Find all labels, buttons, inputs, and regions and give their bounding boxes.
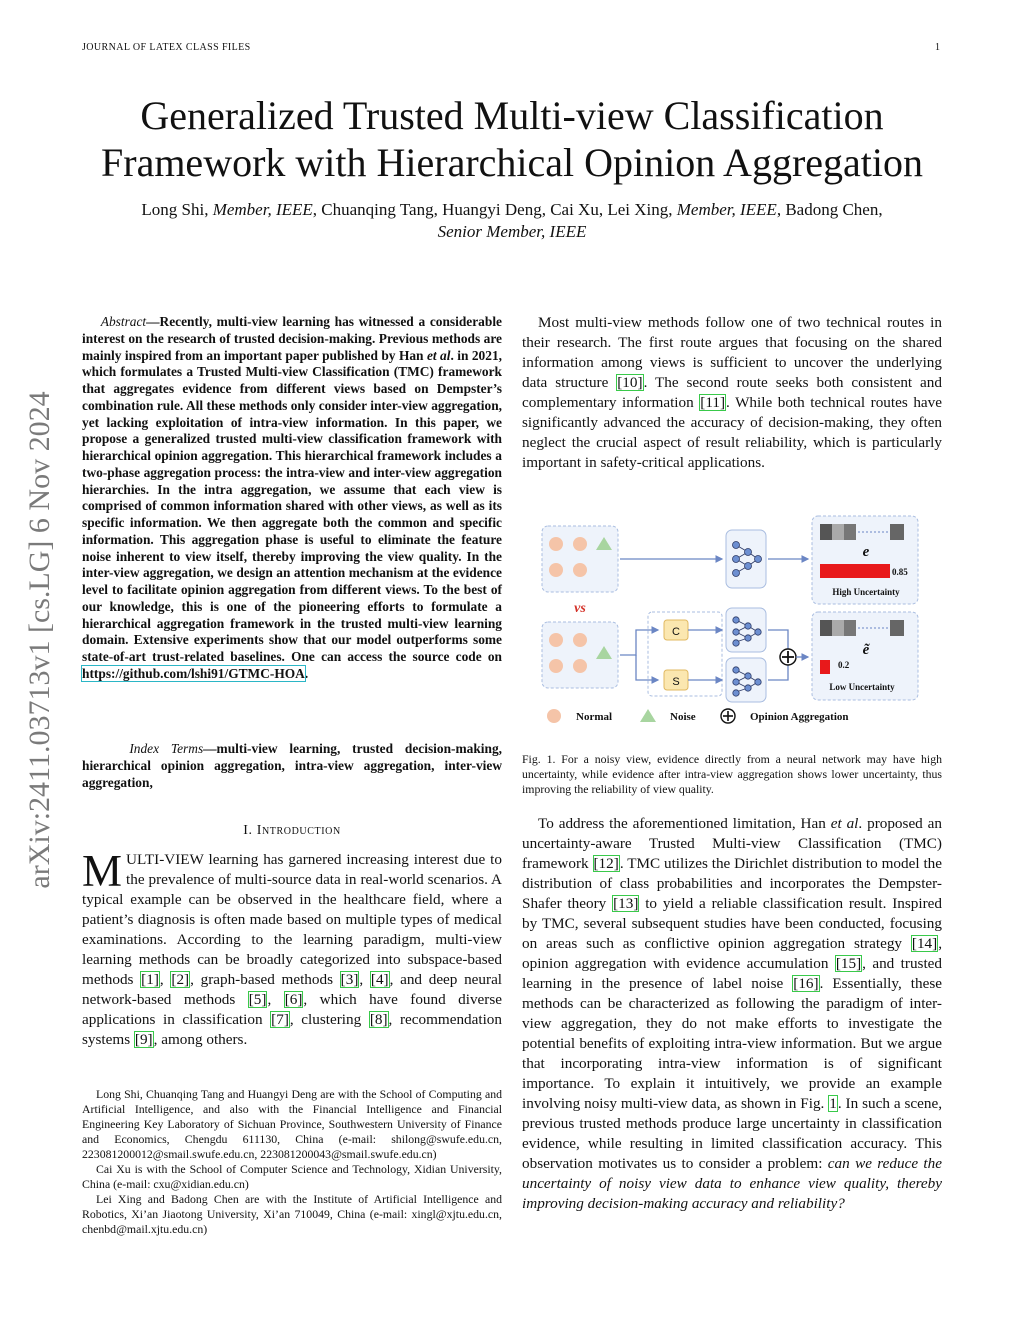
intro-text: ,	[267, 991, 284, 1008]
citation-9[interactable]: [9]	[134, 1031, 153, 1048]
abstract-lead: Abstract	[100, 314, 147, 329]
body-text: . TMC utilizes the Dirichlet distribution to model the distribution of class probabilities and incorporates the Dempster-Shafer theory	[522, 855, 942, 912]
normal-dot	[549, 537, 563, 551]
arxiv-stamp-text: arXiv:2411.03713v1 [cs.LG] 6 Nov 2024	[23, 391, 56, 889]
abstract	[82, 314, 502, 683]
footnote-affiliation-2: Cai Xu is with the School of Computer Science and Technology, Xidian University, China (e-mail: cxu@xidian.edu.cn)	[82, 1162, 502, 1191]
footnote-affiliation-1: Long Shi, Chuanqing Tang and Huangyi Deng are with the School of Computing and Artificial Intelligence, and also with the Financial Intelligence and Financial Engineering Key Laboratory of Sichuan Province, Southwestern University of Finance and Economics, Chengdu 611130, China (e-mail: shilong@swufe.edu.cn, 223081200012@smail.swufe.edu.cn, 223081200043@smail.swufe.edu.cn)	[82, 1087, 502, 1161]
low-uncertainty-bar	[820, 660, 830, 674]
citation-16[interactable]: [16]	[793, 975, 819, 992]
title-line-2: Framework with Hierarchical Opinion Aggregation	[101, 140, 923, 185]
figure-1-diagram	[536, 512, 928, 730]
intro-text: , which have found diverse applications in classification	[82, 991, 503, 1028]
body-text: . proposed an uncertainty-aware Trusted Multi-view Classification (TMC) framework	[522, 815, 943, 872]
page-number: 1	[935, 42, 940, 53]
intro-text: , and deep neural network-based methods	[82, 971, 503, 1008]
high-uncertainty-bar	[820, 564, 890, 578]
common-label: C	[672, 626, 680, 638]
arxiv-stamp	[20, 350, 60, 930]
research-question: can we reduce the uncertainty of noisy view data to enhance view quality, thereby improving decision-making accuracy and reliability?	[522, 1155, 942, 1212]
body-text: . The second route seeks both consistent and complementary information	[522, 374, 942, 411]
intro-text: ,	[359, 971, 370, 988]
citation-13[interactable]: [13]	[613, 895, 639, 912]
intro-paragraph	[82, 846, 503, 1050]
legend-noise-label: Noise	[670, 711, 696, 723]
figure-1-ref[interactable]: 1	[829, 1095, 837, 1112]
paper-title	[60, 92, 964, 186]
author-names-1: Long Shi,	[141, 200, 213, 219]
intro-text: , clustering	[289, 1011, 369, 1028]
legend-normal-icon	[547, 709, 561, 723]
citation-10[interactable]: [10]	[617, 374, 643, 391]
vs-label: vs	[574, 601, 586, 616]
section-heading	[82, 823, 502, 839]
abstract-etal: et al	[426, 347, 451, 363]
noisy-view-box-top	[542, 526, 618, 592]
section-title: Introduction	[256, 823, 341, 838]
abstract-end: .	[304, 665, 309, 681]
body-text: To address the aforementioned limitation, Han	[538, 815, 831, 832]
index-terms-lead: Index Terms	[129, 741, 204, 756]
author-names-3: , Badong Chen,	[776, 200, 883, 219]
intro-text: , recommendation systems	[82, 1011, 502, 1048]
body-text: Most multi-view methods follow one of two technical routes in their research. The first route argues that focusing on the shared information among views is sufficient to uncover the underlying data structure	[522, 314, 942, 391]
index-terms-text: —multi-view learning, trusted decision-making, hierarchical opinion aggregation, intra-view aggregation, inter-view aggregation,	[82, 741, 502, 790]
citation-4[interactable]: [4]	[370, 971, 389, 988]
right-paragraph-2	[522, 814, 942, 1214]
body-text: . While both technical routes have significantly advanced the accuracy of decision-making, they often neglect the crucial aspect of result reliability, which is particularly important in safety-critical applications.	[522, 394, 942, 471]
author-role-3: Senior Member, IEEE	[437, 222, 587, 241]
body-text: , and trusted learning in the presence of label noise	[522, 955, 943, 992]
footnote-affiliation-3: Lei Xing and Badong Chen are with the Institute of Artificial Intelligence and Robotics, Xi’an Jiaotong University, Xi’an 710049, China (e-mail: xingl@xjtu.edu.cn, chenbd@mail.xjtu.edu.cn)	[82, 1192, 502, 1236]
citation-11[interactable]: [11]	[700, 394, 726, 411]
intro-text: , among others.	[153, 1031, 248, 1048]
author-role-1: Member, IEEE	[212, 200, 313, 219]
specific-label: S	[672, 676, 680, 688]
body-text: . In such a scene, previous trusted methods produce large uncertainty in classification evidence, while resulting in limited classification accuracy. This observation motivates us to consider a problem:	[522, 1095, 942, 1172]
caption-label: Fig. 1.	[522, 752, 556, 766]
author-list	[60, 199, 964, 243]
normal-dot	[549, 563, 563, 577]
citation-7[interactable]: [7]	[271, 1011, 289, 1028]
citation-1[interactable]: [1]	[141, 971, 159, 988]
high-uncertainty-value: 0.85	[892, 567, 908, 577]
citation-12[interactable]: [12]	[593, 855, 619, 872]
evidence-e-label: e	[862, 544, 870, 560]
author-role-2: Member, IEEE	[676, 200, 777, 219]
normal-dot	[573, 537, 587, 551]
author-names-2: , Chuanqing Tang, Huangyi Deng, Cai Xu, Lei Xing,	[312, 200, 677, 219]
author-footnote	[82, 1087, 502, 1237]
source-code-link[interactable]: https://github.com/lshi91/GTMC-HOA	[82, 665, 305, 681]
title-line-1: Generalized Trusted Multi-view Classification	[140, 93, 884, 138]
citation-6[interactable]: [6]	[284, 991, 303, 1008]
normal-dot	[549, 659, 563, 673]
normal-dot	[573, 659, 587, 673]
abstract-text-2: . in 2021, which formulates a Trusted Multi-view Classification (TMC) framework that aggregates evidence from different views based on Dempster’s combination rule. All these methods only consider inter-view aggregation, yet lacking exploitation of intra-view information. In this paper, we propose a generalized trusted multi-view classification framework with hierarchical opinion aggregation. This hierarchical framework includes a two-phase aggregation process: the intra-view and inter-view aggregation hierarchies. In the intra aggregation, we assume that each view is comprised of common information shared with other views, as well as its specific information. We then aggregate both the common and specific information. This aggregation phase is useful to eliminate the feature noise inherent to view itself, thereby improving the view quality. In the inter-view aggregation, we design an attention mechanism at the evidence level to facilitate opinion aggregation from different views. To the best of our knowledge, this is one of the pioneering efforts to formulate a hierarchical aggregation framework in the trusted multi-view learning domain. Extensive experiments show that our model outperforms some state-of-art trust-related baselines. One can access the source code on	[82, 347, 502, 664]
citation-14[interactable]: [14]	[911, 935, 938, 952]
intro-text: ULTI-VIEW learning has garnered increasing interest due to the prevalence of multi-source data in real-world scenarios. A typical example can be observed in the healthcare field, where a patient’s diagnosis is often made based on multiple types of medical examinations. According to the learning paradigm, multi-view learning methods can be broadly categorized into subspace-based methods	[82, 851, 502, 988]
intro-text: ,	[159, 971, 171, 988]
body-text: , opinion aggregation with evidence accumulation	[522, 935, 942, 972]
figure-caption	[522, 752, 942, 797]
index-terms	[82, 741, 502, 791]
abstract-text-1: —Recently, multi-view learning has witnessed a considerable interest on the research of trusted decision-making. Previous methods are mainly inspired from an important paper published by Han	[82, 314, 502, 363]
citation-2[interactable]: [2]	[171, 971, 190, 988]
citation-5[interactable]: [5]	[248, 991, 267, 1008]
evidence-e-tilde-label: ẽ	[862, 642, 870, 658]
figure-1	[536, 512, 928, 730]
journal-header: JOURNAL OF LATEX CLASS FILES	[82, 42, 251, 53]
body-text: . Essentially, these methods can be characterized as following the paradigm of inter-view aggregation, they do not make efforts to investigate the potential benefits of exploiting intra-view information. But we argue that incorporating intra-view information is of significant importance. To explain it intuitively, we provide an example involving noisy multi-view data, as shown in Fig.	[522, 975, 942, 1112]
normal-dot	[573, 563, 587, 577]
section-number: I.	[243, 823, 257, 838]
citation-3[interactable]: [3]	[340, 971, 359, 988]
legend-noise-icon	[640, 709, 656, 722]
intro-text: , graph-based methods	[190, 971, 340, 988]
body-text: to yield a reliable classification result. Inspired by TMC, several subsequent studies have been conducted, focusing on areas such as conflictive opinion aggregation strategy	[522, 895, 943, 952]
drop-cap: M	[82, 846, 123, 896]
high-uncertainty-label: High Uncertainty	[832, 587, 900, 597]
citation-8[interactable]: [8]	[369, 1011, 388, 1028]
caption-text: For a noisy view, evidence directly from a neural network may have high uncertainty, while evidence after intra-view aggregation shows lower uncertainty, thus improving the reliability of view quality.	[522, 752, 942, 796]
etal-text: et al	[830, 815, 859, 832]
low-uncertainty-label: Low Uncertainty	[829, 682, 895, 692]
legend-normal-label: Normal	[576, 711, 613, 723]
legend-aggregation-label: Opinion Aggregation	[750, 711, 849, 723]
citation-15[interactable]: [15]	[835, 955, 862, 972]
normal-dot	[549, 633, 563, 647]
right-paragraph-1	[522, 313, 942, 473]
low-uncertainty-value: 0.2	[838, 660, 850, 670]
normal-dot	[573, 633, 587, 647]
